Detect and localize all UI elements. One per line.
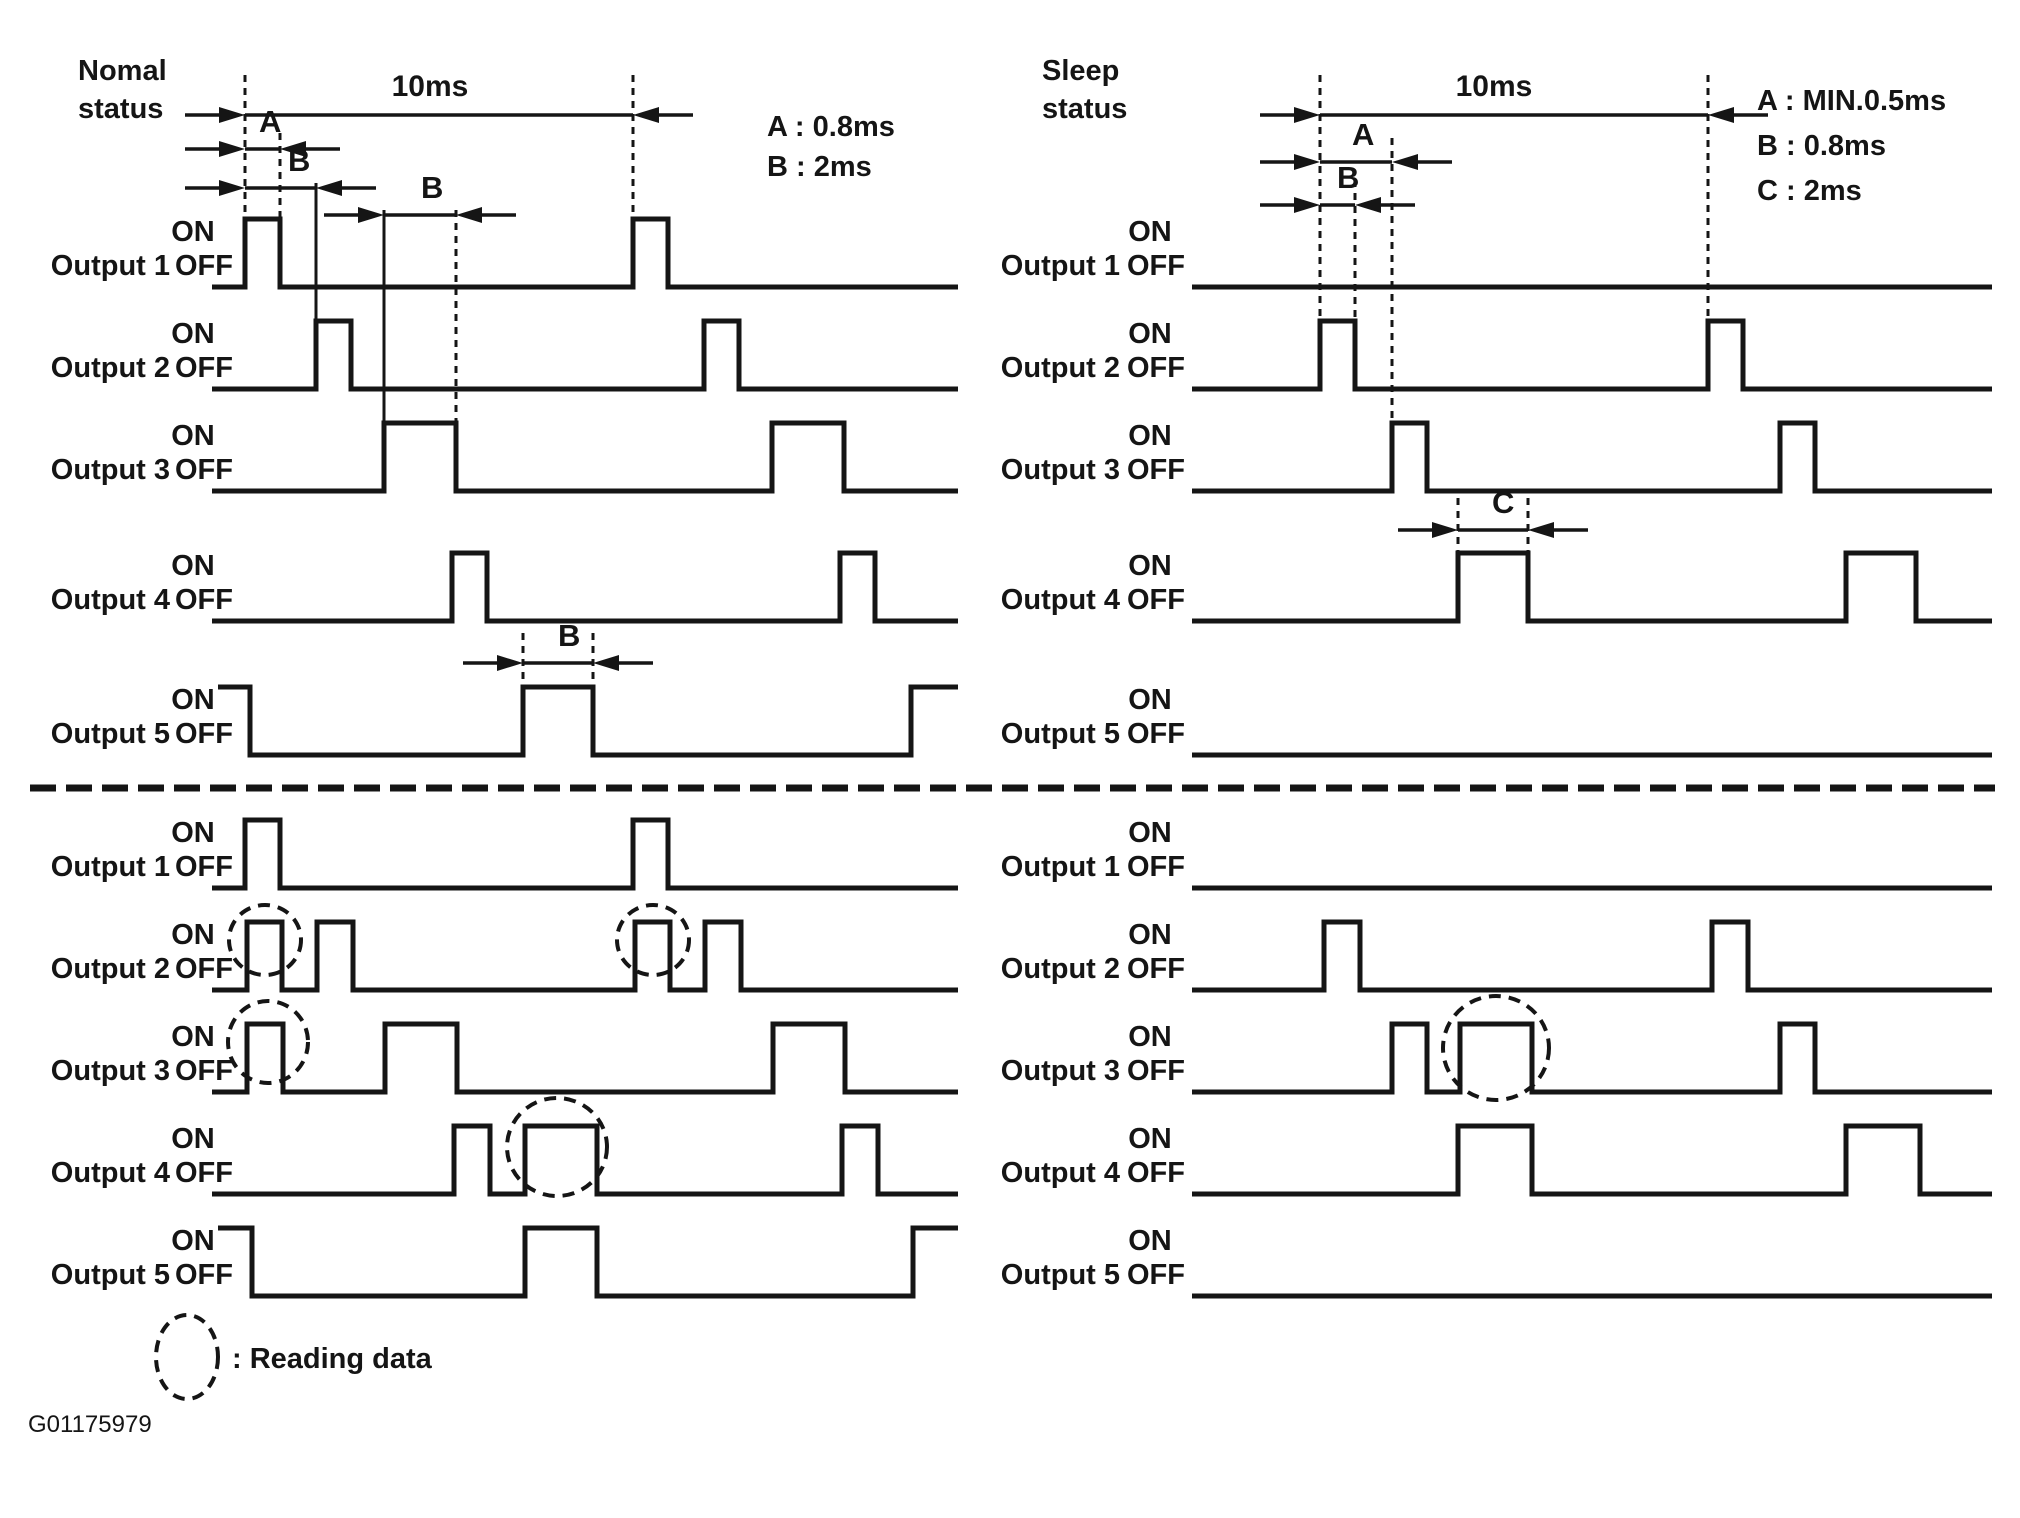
sleep-top-on-label: ON bbox=[1128, 216, 1172, 248]
sleep-bottom-output-label: Output 4 bbox=[1000, 1157, 1120, 1189]
sleep-bottom-output-label: Output 2 bbox=[1000, 953, 1120, 985]
sleep-top-output-label: Output 5 bbox=[1000, 718, 1120, 750]
sleep-bottom-off-label: OFF bbox=[1127, 1259, 1185, 1291]
sleep-top-output-label: Output 3 bbox=[1000, 454, 1120, 486]
normal-top-off-label: OFF bbox=[175, 250, 233, 282]
sleep-bottom-on-label: ON bbox=[1128, 919, 1172, 951]
normal-legend-line: B : 2ms bbox=[767, 151, 872, 183]
normal-legend-line: A : 0.8ms bbox=[767, 111, 895, 143]
sleep-top-off-label: OFF bbox=[1127, 718, 1185, 750]
normal-bottom-off-label: OFF bbox=[175, 953, 233, 985]
normal-bottom-on-label: ON bbox=[171, 919, 215, 951]
normal-bottom-on-label: ON bbox=[171, 1123, 215, 1155]
sleep-bottom-output-label: Output 3 bbox=[1000, 1055, 1120, 1087]
dimension-label-10ms: 10ms bbox=[1455, 70, 1533, 103]
dimension-label-a: A bbox=[1352, 117, 1375, 152]
reading-data-legend-label: : Reading data bbox=[232, 1343, 432, 1375]
sleep-bottom-output-label: Output 5 bbox=[1000, 1259, 1120, 1291]
normal-bottom-output-label: Output 2 bbox=[50, 953, 170, 985]
normal-top-output-label: Output 1 bbox=[50, 250, 170, 282]
normal-bottom-output-label: Output 1 bbox=[50, 851, 170, 883]
dimension-label-b: B bbox=[1337, 160, 1360, 195]
normal-top-output-label: Output 4 bbox=[50, 584, 170, 616]
normal-bottom-on-label: ON bbox=[171, 817, 215, 849]
normal-bottom-output-label: Output 4 bbox=[50, 1157, 170, 1189]
sleep-status-title: status bbox=[1042, 93, 1128, 125]
normal-top-off-label: OFF bbox=[175, 454, 233, 486]
dimension-label-b: B bbox=[421, 170, 444, 205]
sleep-bottom-on-label: ON bbox=[1128, 1225, 1172, 1257]
sleep-legend-line: A : MIN.0.5ms bbox=[1757, 85, 1947, 117]
normal-top-off-label: OFF bbox=[175, 718, 233, 750]
sleep-top-off-label: OFF bbox=[1127, 584, 1185, 616]
normal-top-on-label: ON bbox=[171, 684, 215, 716]
normal-status-title: status bbox=[78, 93, 164, 125]
normal-top-on-label: ON bbox=[171, 550, 215, 582]
normal-status-title: Nomal bbox=[78, 55, 167, 87]
normal-bottom-off-label: OFF bbox=[175, 1055, 233, 1087]
sleep-bottom-output-label: Output 1 bbox=[1000, 851, 1120, 883]
sleep-bottom-on-label: ON bbox=[1128, 817, 1172, 849]
dimension-label-c: C bbox=[1492, 485, 1515, 520]
sleep-top-output-label: Output 4 bbox=[1000, 584, 1120, 616]
sleep-legend-line: B : 0.8ms bbox=[1757, 130, 1886, 162]
normal-top-output-label: Output 3 bbox=[50, 454, 170, 486]
normal-top-on-label: ON bbox=[171, 216, 215, 248]
normal-bottom-output-label: Output 5 bbox=[50, 1259, 170, 1291]
normal-bottom-on-label: ON bbox=[171, 1225, 215, 1257]
sleep-top-on-label: ON bbox=[1128, 420, 1172, 452]
normal-top-output-label: Output 5 bbox=[50, 718, 170, 750]
sleep-bottom-off-label: OFF bbox=[1127, 851, 1185, 883]
dimension-label-a: A bbox=[259, 104, 282, 139]
normal-top-on-label: ON bbox=[171, 420, 215, 452]
dimension-label-10ms: 10ms bbox=[391, 70, 469, 103]
sleep-top-output-label: Output 1 bbox=[1000, 250, 1120, 282]
dimension-label-b: B bbox=[558, 618, 581, 653]
normal-top-off-label: OFF bbox=[175, 584, 233, 616]
normal-top-off-label: OFF bbox=[175, 352, 233, 384]
sleep-top-output-label: Output 2 bbox=[1000, 352, 1120, 384]
figure-id-code: G01175979 bbox=[28, 1411, 152, 1438]
sleep-status-title: Sleep bbox=[1042, 55, 1120, 87]
dimension-label-b: B bbox=[288, 143, 311, 178]
sleep-bottom-off-label: OFF bbox=[1127, 1055, 1185, 1087]
sleep-top-on-label: ON bbox=[1128, 550, 1172, 582]
sleep-bottom-on-label: ON bbox=[1128, 1123, 1172, 1155]
normal-top-on-label: ON bbox=[171, 318, 215, 350]
sleep-top-on-label: ON bbox=[1128, 318, 1172, 350]
sleep-bottom-on-label: ON bbox=[1128, 1021, 1172, 1053]
normal-bottom-off-label: OFF bbox=[175, 1157, 233, 1189]
normal-bottom-on-label: ON bbox=[171, 1021, 215, 1053]
sleep-bottom-off-label: OFF bbox=[1127, 953, 1185, 985]
sleep-legend-line: C : 2ms bbox=[1757, 175, 1862, 207]
normal-bottom-off-label: OFF bbox=[175, 851, 233, 883]
normal-top-output-label: Output 2 bbox=[50, 352, 170, 384]
sleep-top-on-label: ON bbox=[1128, 684, 1172, 716]
sleep-top-off-label: OFF bbox=[1127, 454, 1185, 486]
normal-bottom-off-label: OFF bbox=[175, 1259, 233, 1291]
normal-bottom-output-label: Output 3 bbox=[50, 1055, 170, 1087]
sleep-top-off-label: OFF bbox=[1127, 250, 1185, 282]
sleep-top-off-label: OFF bbox=[1127, 352, 1185, 384]
sleep-bottom-off-label: OFF bbox=[1127, 1157, 1185, 1189]
